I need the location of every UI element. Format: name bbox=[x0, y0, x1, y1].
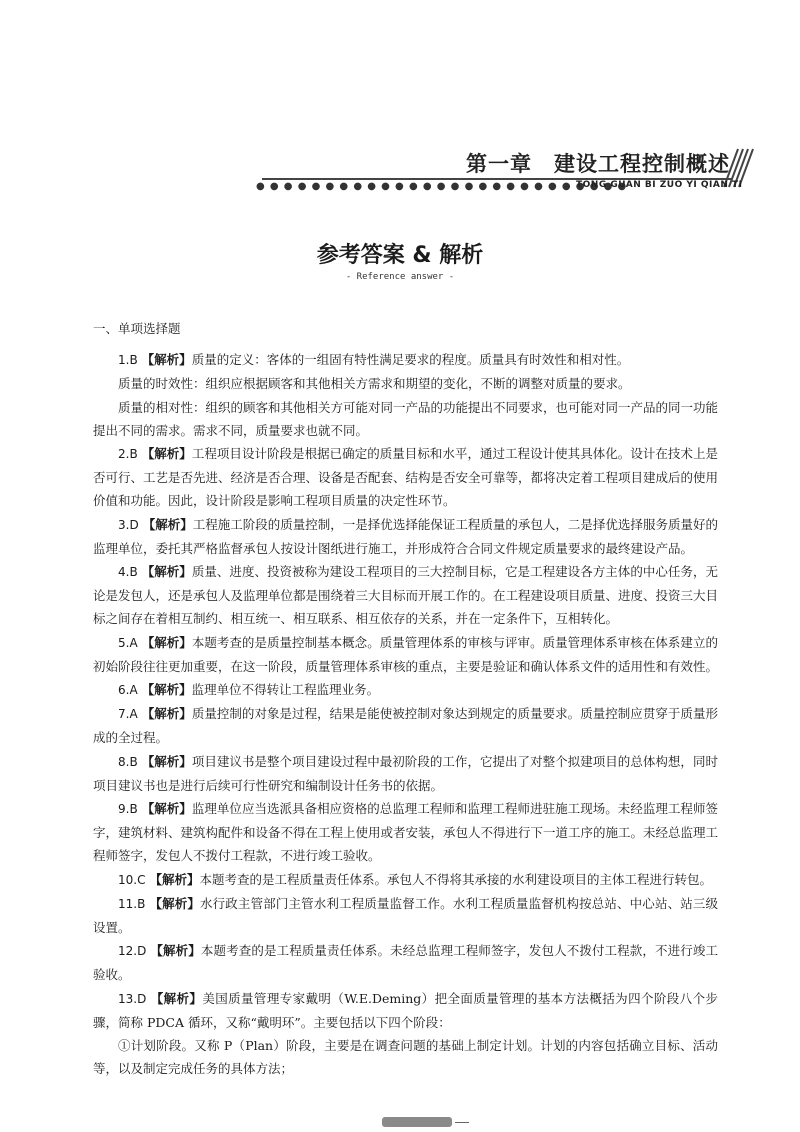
answer-paragraph: 质量的相对性：组织的顾客和其他相关方可能对同一产品的功能提出不同要求，也可能对同一产品的同一功能提出不同的需求。需求不同，质量要求也就不同。 bbox=[93, 399, 719, 438]
answer-paragraph: 质量的时效性：组织应根据顾客和其他相关方需求和期望的变化，不断的调整对质量的要求。 bbox=[118, 376, 631, 392]
answer-paragraph: 6.A 【解析】监理单位不得转让工程监理业务。 bbox=[118, 682, 380, 698]
answer-paragraph: 1.B 【解析】质量的定义：客体的一组固有特性满足要求的程度。质量具有时效性和相对性。 bbox=[118, 352, 630, 368]
section-title: 参考答案 & 解析 bbox=[316, 243, 484, 268]
answer-paragraph: 8.B 【解析】项目建议书是整个项目建设过程中最初阶段的工作，它提出了对整个拟建项目的总体构想，同时项目建议书也是进行后续可行性研究和编制设计任务书的依据。 bbox=[93, 753, 718, 793]
header-dots: ● ● ● ● ● ● ● ● ● ● ● ● ● ● ● ● ● ● ● ● ● ● ● ● ● ● ● bbox=[256, 181, 628, 192]
answer-paragraph: 4.B 【解析】质量、进度、投资被称为建设工程项目的三大控制目标，它是工程建设各方主体的中心任务，无论是发包人，还是承包人及监理单位都是围绕着三大目标而开展工作的。在工程建设项目质量、进度、投资三大目标之间存在着相互制约、相互统一、相互联系、相互依存的关系，并在一定条件下，互相转化。 bbox=[93, 564, 719, 627]
chapter-title: 第一章 建设工程控制概述 bbox=[466, 152, 730, 176]
answer-paragraph: 5.A 【解析】本题考查的是质量控制基本概念。质量管理体系的审核与评审。质量管理体系审核在体系建立的初始阶段往往更加重要，在这一阶段，质量管理体系审核的重点，主要是验证和确认体系文件的适用性和有效性。 bbox=[93, 634, 719, 674]
answer-content bbox=[93, 317, 718, 1081]
answer-paragraph: 9.B 【解析】监理单位应当选派具备相应资格的总监理工程师和监理工程师进驻施工现场。未经监理工程师签字，建筑材料、建筑构配件和设备不得在工程上使用或者安装，承包人不得进行下一道工序的施工。未经总监理工程师签字，发包人不拨付工程款，不进行竣工验收。 bbox=[93, 801, 719, 864]
answer-paragraph: 11.B 【解析】水行政主管部门主管水利工程质量监督工作。水利工程质量监督机构按总站、中心站、站三级设置。 bbox=[93, 895, 718, 936]
answer-paragraph: 13.D 【解析】美国质量管理专家戴明（W.E.Deming）把全面质量管理的基本方法概括为四个阶段八个步骤，简称 PDCA 循环，又称“戴明环”。主要包括以下四个阶段： bbox=[93, 990, 718, 1030]
page-footer-tab bbox=[382, 1117, 452, 1127]
section-subtitle: - Reference answer - bbox=[345, 272, 455, 282]
answer-paragraph: 2.B 【解析】工程项目设计阶段是根据已确定的质量目标和水平，通过工程设计使其具体化。设计在技术上是否可行、工艺是否先进、经济是否合理、设备是否配套、结构是否安全可靠等，都将决定着工程项目建成后的使用价值和功能。因此，设计阶段是影响工程项目质量的决定性环节。 bbox=[93, 446, 719, 509]
answer-paragraph: 12.D 【解析】本题考查的是工程质量责任体系。未经总监理工程师签字，发包人不拨付工程款，不进行竣工验收。 bbox=[93, 943, 718, 983]
answer-paragraph: ①计划阶段。又称 P（Plan）阶段，主要是在调查问题的基础上制定计划。计划的内容包括确立目标、活动等，以及制定完成任务的具体方法； bbox=[93, 1038, 718, 1077]
answer-paragraph: 10.C 【解析】本题考查的是工程质量责任体系。承包人不得将其承接的水利建设项目的主体工程进行转包。 bbox=[118, 871, 712, 887]
answer-paragraph: 3.D 【解析】工程施工阶段的质量控制，一是择优选择能保证工程质量的承包人，二是择优选择服务质量好的监理单位，委托其严格监督承包人按设计图纸进行施工，并形成符合合同文件规定质量要求的最终建设产品。 bbox=[93, 516, 718, 556]
page-footer-line bbox=[455, 1122, 469, 1123]
header-pinyin: TONG GUAN BI ZUO YI QIAN TI bbox=[576, 180, 743, 190]
answer-paragraph: 7.A 【解析】质量控制的对象是过程，结果是能使被控制对象达到规定的质量要求。质量控制应贯穿于质量形成的全过程。 bbox=[93, 706, 718, 746]
question-type-heading: 一、单项选择题 bbox=[93, 321, 181, 336]
